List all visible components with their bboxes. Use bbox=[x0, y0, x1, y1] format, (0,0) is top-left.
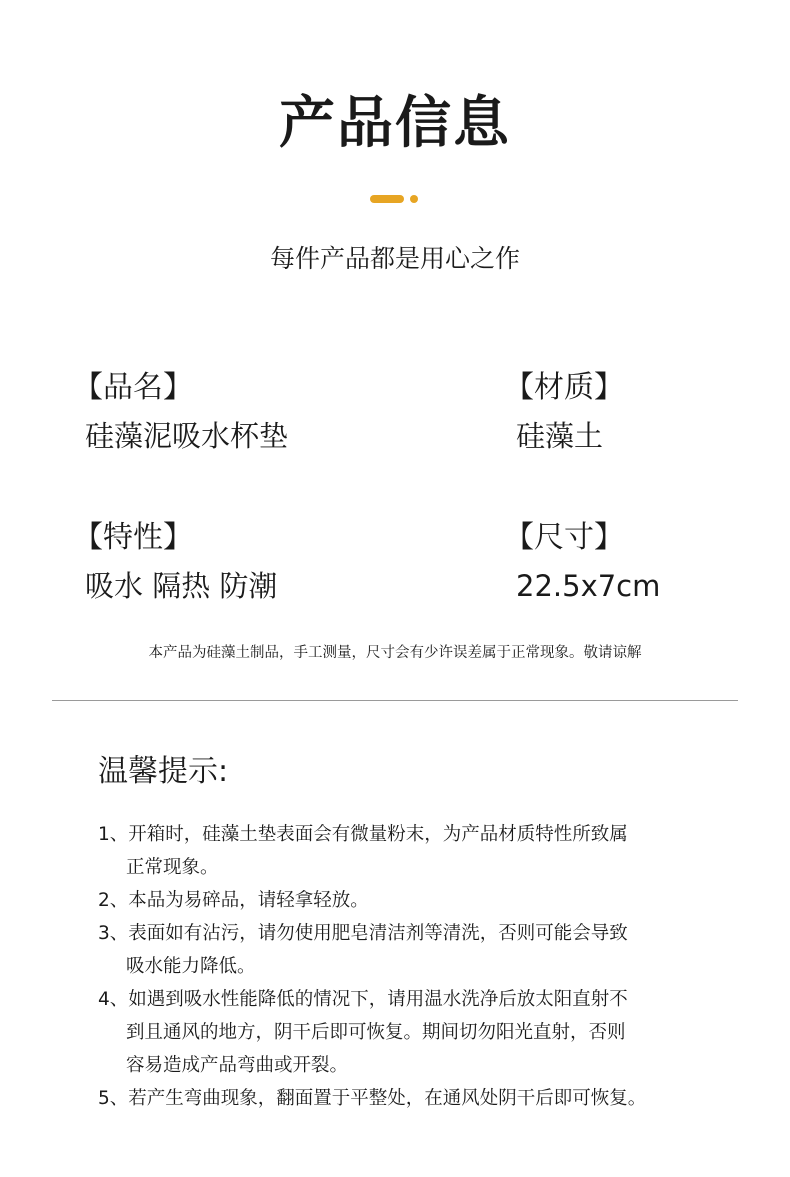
tip-line: 4、如遇到吸水性能降低的情况下，请用温水洗净后放太阳直射不 bbox=[98, 989, 628, 1010]
tips-title: 温馨提示: bbox=[98, 754, 229, 789]
tip-item bbox=[98, 1082, 708, 1115]
tip-line: 5、若产生弯曲现象，翻面置于平整处，在通风处阴干后即可恢复。 bbox=[98, 1088, 647, 1109]
tip-line: 容易造成产品弯曲或开裂。 bbox=[126, 1055, 349, 1076]
page-subtitle: 每件产品都是用心之作 bbox=[269, 244, 520, 273]
tip-item bbox=[98, 818, 708, 884]
spec-label: 【材质】 bbox=[504, 370, 624, 405]
tip-line: 正常现象。 bbox=[126, 857, 219, 878]
spec-value: 吸水 隔热 防潮 bbox=[85, 569, 278, 603]
accent-bar bbox=[370, 195, 404, 203]
tip-line: 吸水能力降低。 bbox=[126, 956, 256, 977]
tip-line: 3、表面如有沾污，请勿使用肥皂清洁剂等清洗，否则可能会导致 bbox=[98, 923, 628, 944]
spec-features bbox=[73, 518, 277, 606]
accent-dot bbox=[410, 195, 418, 203]
spec-label: 【品名】 bbox=[73, 370, 193, 405]
tip-item bbox=[98, 983, 708, 1082]
page-title: 产品信息 bbox=[279, 91, 511, 156]
tip-line: 到且通风的地方，阴干后即可恢复。期间切勿阳光直射，否则 bbox=[126, 1022, 626, 1043]
tip-item bbox=[98, 917, 708, 983]
spec-value: 硅藻泥吸水杯垫 bbox=[85, 419, 289, 453]
spec-product-name bbox=[73, 368, 288, 456]
spec-value: 硅藻土 bbox=[516, 419, 604, 453]
spec-value: 22.5x7cm bbox=[516, 569, 661, 603]
tip-line: 2、本品为易碎品，请轻拿轻放。 bbox=[98, 890, 369, 911]
spec-size bbox=[504, 518, 660, 606]
spec-label: 【尺寸】 bbox=[504, 520, 624, 555]
measurement-note: 本产品为硅藻土制品，手工测量，尺寸会有少许误差属于正常现象。敬请谅解 bbox=[148, 645, 642, 661]
section-divider bbox=[52, 700, 738, 701]
tips-list bbox=[98, 818, 708, 1115]
tip-line: 1、开箱时，硅藻土垫表面会有微量粉末，为产品材质特性所致属 bbox=[98, 824, 628, 845]
title-accent-decoration bbox=[370, 195, 420, 203]
spec-label: 【特性】 bbox=[73, 520, 193, 555]
spec-material bbox=[504, 368, 624, 456]
tip-item bbox=[98, 884, 708, 917]
